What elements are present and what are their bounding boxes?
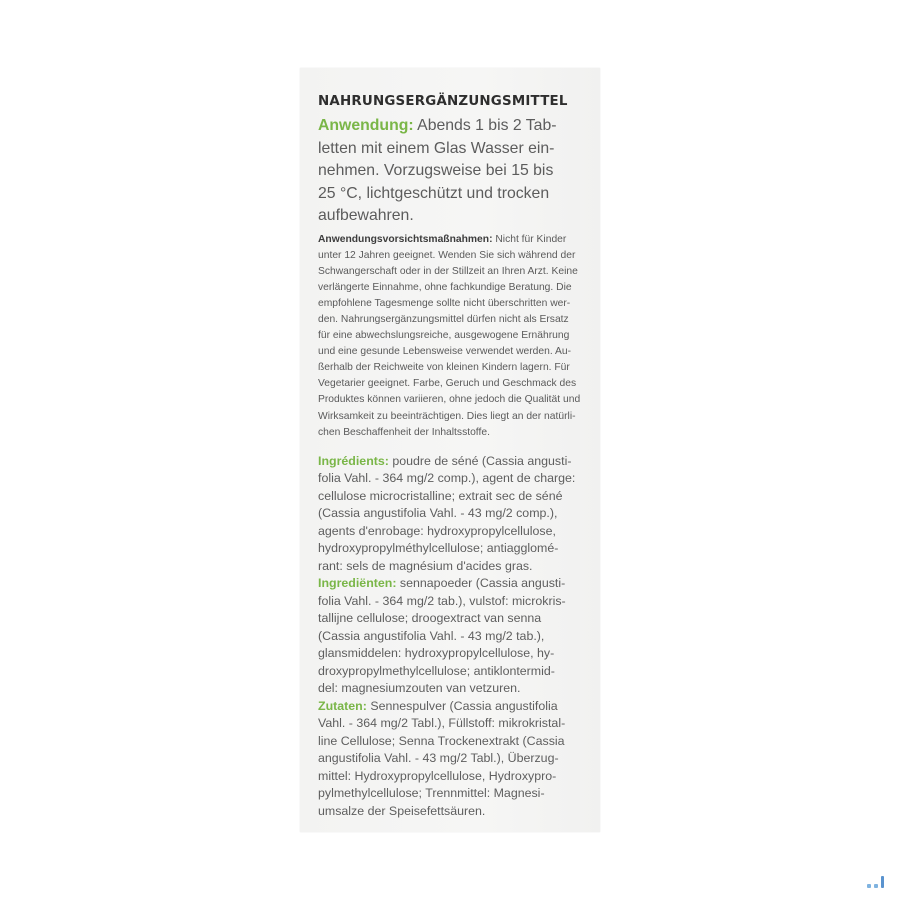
ingredients-de-line: Vahl. - 364 mg/2 Tabl.), Füllstoff: mikrokristal- (318, 716, 566, 731)
usage-heading: Anwendung: (318, 117, 414, 134)
ingredients-nl-heading: Ingrediënten: (318, 576, 397, 591)
ingredients-nl-line: droxypropylmethylcellulose; antiklontermid- (318, 663, 555, 678)
precautions-line: empfohlene Tagesmenge sollte nicht überschritten wer- (318, 297, 571, 309)
logo-dot (867, 884, 871, 888)
ingredients-de-line: mittel: Hydroxypropylcellulose, Hydroxypro- (318, 768, 557, 783)
ingredients-de-heading: Zutaten: (318, 698, 367, 713)
usage-line: Anwendung: Abends 1 bis 2 Tab- (318, 117, 557, 134)
ingredients-fr-line: cellulose microcristalline; extrait sec de séné (318, 488, 563, 503)
logo-bar (881, 876, 884, 888)
usage-paragraph (318, 115, 598, 228)
ingredients-fr-line: Ingrédients: poudre de séné (Cassia angusti- (318, 453, 572, 468)
ingredients-nl-line: (Cassia angustifolia Vahl. - 43 mg/2 tab.), (318, 628, 545, 643)
label-title: NAHRUNGSERGÄNZUNGSMITTEL (318, 94, 568, 109)
ingredients-de-line: pylmethylcellulose; Trennmittel: Magnesi- (318, 786, 545, 801)
ingredients-fr-line: folia Vahl. - 364 mg/2 comp.), agent de charge: (318, 471, 576, 486)
precautions-line: Schwangerschaft oder in der Stillzeit an Ihren Arzt. Keine (318, 265, 578, 277)
ingredients-de-line: Zutaten: Sennespulver (Cassia angustifolia (318, 698, 558, 713)
logo-mark-icon (867, 876, 884, 888)
precautions-line: Anwendungsvorsichtsmaßnahmen: Nicht für Kinder (318, 233, 567, 245)
usage-line: 25 °C, lichtgeschützt und trocken (318, 184, 550, 202)
section-gap (318, 441, 600, 453)
ingredients-fr-line: rant: sels de magnésium d'acides gras. (318, 558, 533, 573)
ingredients-nl-line: Ingrediënten: sennapoeder (Cassia angusti- (318, 576, 566, 591)
usage-line: aufbewahren. (318, 207, 414, 224)
ingredients-fr (318, 453, 598, 576)
ingredients-nl-line: tallijne cellulose; droogextract van senna (318, 611, 542, 626)
precautions-line: Wirksamkeit zu beeinträchtigen. Dies liegt an der natürli- (318, 410, 576, 422)
logo-dot (874, 884, 878, 888)
ingredients-de-line: line Cellulose; Senna Trockenextrakt (Cassia (318, 733, 565, 748)
precautions-line: den. Nahrungsergänzungsmittel dürfen nicht als Ersatz (318, 313, 569, 325)
precautions-line: Produktes können variieren, ohne jedoch die Qualität und (318, 394, 581, 406)
precautions-heading: Anwendungsvorsichtsmaßnahmen: (318, 233, 493, 245)
precautions-line: verlängerte Einnahme, ohne fachkundige Beratung. Die (318, 281, 572, 293)
usage-line: nehmen. Vorzugsweise bei 15 bis (318, 162, 554, 179)
precautions-line: chen Beschaffenheit der Inhaltsstoffe. (318, 426, 490, 438)
precautions-line: Vegetarier geeignet. Farbe, Geruch und Geschmack des (318, 378, 577, 390)
usage-line: letten mit einem Glas Wasser ein- (318, 139, 555, 157)
ingredients-fr-heading: Ingrédients: (318, 453, 389, 468)
ingredients-nl-line: glansmiddelen: hydroxypropylcellulose, hy- (318, 646, 555, 661)
ingredients-fr-line: (Cassia angustifolia Vahl. - 43 mg/2 comp.), (318, 506, 558, 521)
precautions-line: ßerhalb der Reichweite von kleinen Kindern lagern. Für (318, 362, 570, 374)
ingredients-nl-line: folia Vahl. - 364 mg/2 tab.), vulstof: microkris- (318, 593, 566, 608)
precautions-paragraph (318, 232, 598, 441)
ingredients-fr-line: hydroxypropylméthylcellulose; antiagglomé- (318, 541, 559, 556)
ingredients-de (318, 698, 598, 821)
ingredients-fr-line: agents d'enrobage: hydroxypropylcellulose, (318, 523, 556, 538)
precautions-line: für eine abwechslungsreiche, ausgewogene Ernährung (318, 330, 570, 342)
ingredients-de-line: umsalze der Speisefettsäuren. (318, 803, 486, 818)
ingredients-de-line: angustifolia Vahl. - 43 mg/2 Tabl.), Überzug- (318, 751, 559, 766)
product-label-panel (300, 68, 600, 832)
ingredients-nl (318, 575, 598, 698)
precautions-line: unter 12 Jahren geeignet. Wenden Sie sich während der (318, 249, 576, 261)
precautions-line: und eine gesunde Lebensweise verwendet werden. Au- (318, 346, 572, 358)
ingredients-nl-line: del: magnesiumzouten van vetzuren. (318, 681, 521, 696)
